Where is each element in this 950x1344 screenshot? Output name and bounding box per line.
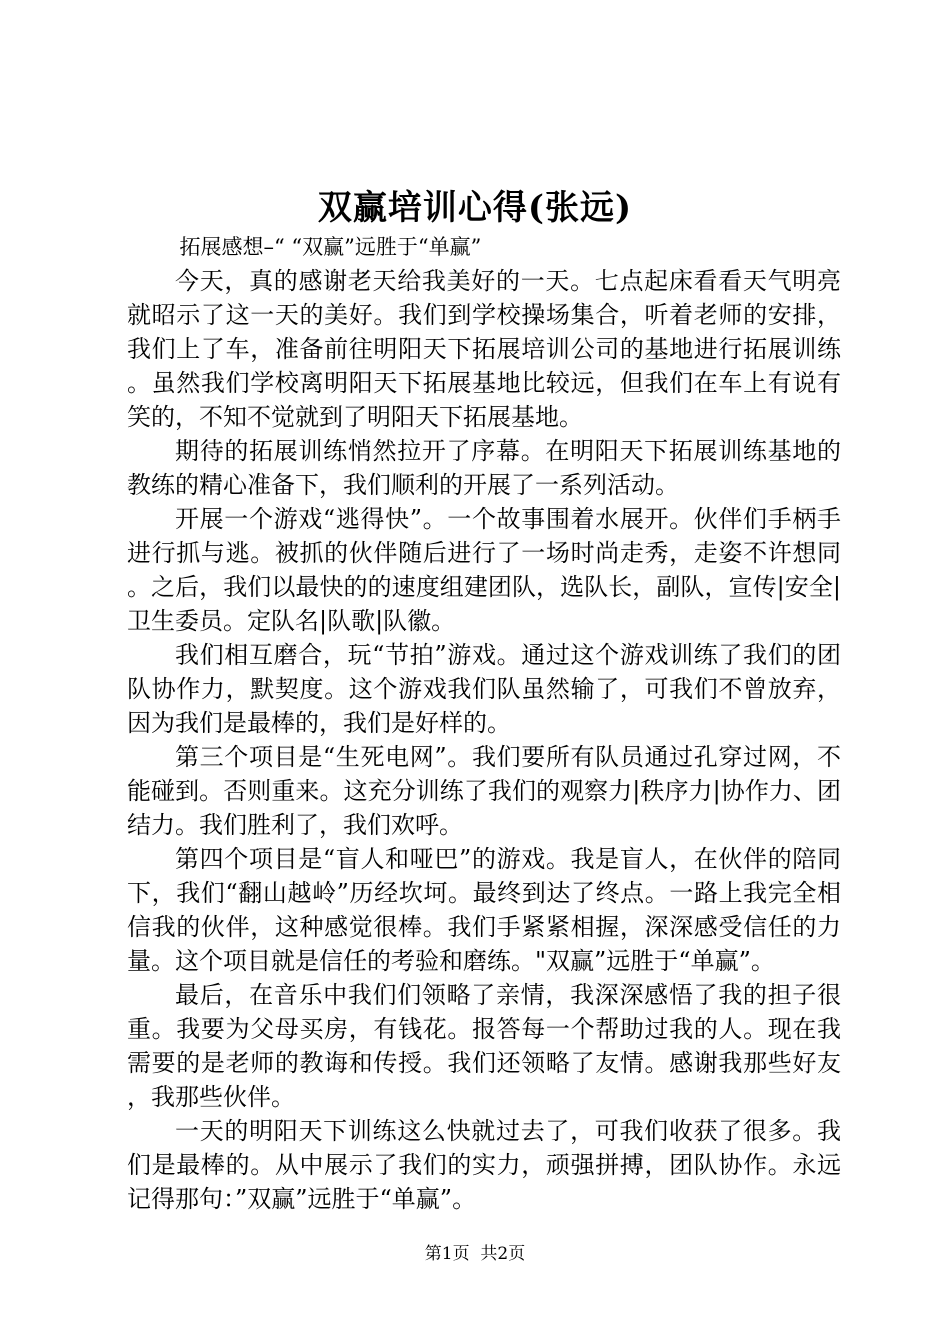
paragraph-8: 一天的明阳天下训练这么快就过去了，可我们收获了很多。我们是最棒的。从中展示了我们的实力，顽强拼搏，团队协作。永远记得那句：”双赢”远胜于“单赢”。 — [127, 1117, 841, 1213]
paragraph-4: 我们相互磨合，玩“节拍”游戏。通过这个游戏训练了我们的团队协作力，默契度。这个游戏我们队虽然输了，可我们不曾放弃，因为我们是最棒的，我们是好样的。 — [127, 641, 841, 737]
footer-spacer — [470, 1244, 481, 1264]
paragraph-6: 第四个项目是“盲人和哑巴”的游戏。我是盲人，在伙伴的陪同下，我们“翻山越岭”历经坎坷。最终到达了终点。一路上我完全相信我的伙伴，这种感觉很棒。我们手紧紧相握，深深感受信任的力量。这个项目就是信任的考验和磨练。"双赢”远胜于“单赢”。 — [127, 845, 841, 975]
document-title: 双赢培训心得(张远) — [317, 188, 633, 228]
document-subtitle: 拓展感想–“ “双赢”远胜于“单赢” — [179, 235, 482, 259]
paragraph-7: 最后，在音乐中我们们领略了亲情，我深深感悟了我的担子很重。我要为父母买房，有钱花。报答每一个帮助过我的人。现在我需要的是老师的教诲和传授。我们还领略了友情。感谢我那些好友，我那些伙伴。 — [127, 981, 841, 1111]
page-footer — [0, 1242, 950, 1266]
paragraph-5: 第三个项目是“生死电网”。我们要所有队员通过孔穿过网，不能碰到。否则重来。这充分训练了我们的观察力|秩序力|协作力、团结力。我们胜利了，我们欢呼。 — [127, 743, 841, 839]
page-number: 第1页 — [424, 1244, 470, 1264]
document-body — [127, 230, 841, 1216]
paragraph-1: 今天，真的感谢老天给我美好的一天。七点起床看看天气明亮就昭示了这一天的美好。我们到学校操场集合，听着老师的安排，我们上了车，准备前往明阳天下拓展培训公司的基地进行拓展训练。虽然我们学校离明阳天下拓展基地比较远，但我们在车上有说有笑的，不知不觉就到了明阳天下拓展基地。 — [127, 267, 841, 431]
page-total: 共2页 — [480, 1244, 526, 1264]
paragraph-3: 开展一个游戏“逃得快”。一个故事围着水展开。伙伴们手柄手进行抓与逃。被抓的伙伴随后进行了一场时尚走秀，走姿不许想同。之后，我们以最快的的速度组建团队，选队长，副队，宣传|安全|卫生委员。定队名|队歌|队徽。 — [127, 505, 841, 635]
paragraph-2: 期待的拓展训练悄然拉开了序幕。在明阳天下拓展训练基地的教练的精心准备下，我们顺利的开展了一系列活动。 — [127, 437, 841, 499]
